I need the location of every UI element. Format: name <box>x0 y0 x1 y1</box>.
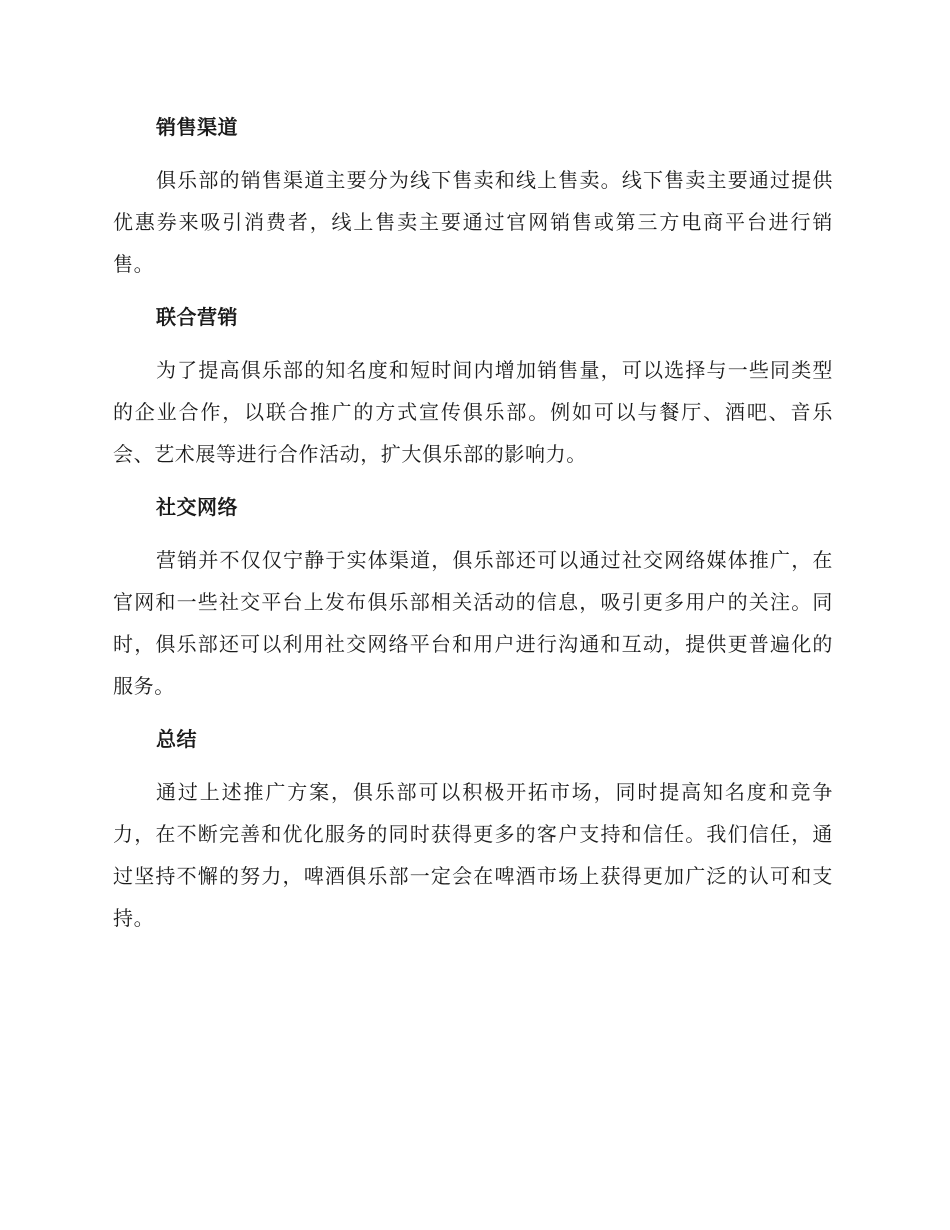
section-paragraph: 通过上述推广方案，俱乐部可以积极开拓市场，同时提高知名度和竞争力，在不断完善和优化服务的同时获得更多的客户支持和信任。我们信任，通过坚持不懈的努力，啤酒俱乐部一定会在啤酒市场上获得更加广泛的认可和支持。 <box>113 780 833 930</box>
document-page <box>113 105 833 949</box>
section-heading: 社交网络 <box>156 495 238 519</box>
section-paragraph: 俱乐部的销售渠道主要分为线下售卖和线上售卖。线下售卖主要通过提供优惠券来吸引消费者，线上售卖主要通过官网销售或第三方电商平台进行销售。 <box>113 168 833 276</box>
section-joint-marketing <box>113 295 833 475</box>
section-summary <box>113 717 833 939</box>
section-paragraph: 营销并不仅仅宁静于实体渠道，俱乐部还可以通过社交网络媒体推广，在官网和一些社交平台上发布俱乐部相关活动的信息，吸引更多用户的关注。同时，俱乐部还可以利用社交网络平台和用户进行沟通和互动，提供更普遍化的服务。 <box>113 548 833 698</box>
section-paragraph: 为了提高俱乐部的知名度和短时间内增加销售量，可以选择与一些同类型的企业合作，以联合推广的方式宣传俱乐部。例如可以与餐厅、酒吧、音乐会、艺术展等进行合作活动，扩大俱乐部的影响力。 <box>113 358 833 466</box>
section-heading: 销售渠道 <box>156 115 238 139</box>
section-heading: 联合营销 <box>156 305 238 329</box>
section-sales-channels <box>113 105 833 285</box>
section-heading: 总结 <box>156 727 197 751</box>
section-social-network <box>113 485 833 707</box>
